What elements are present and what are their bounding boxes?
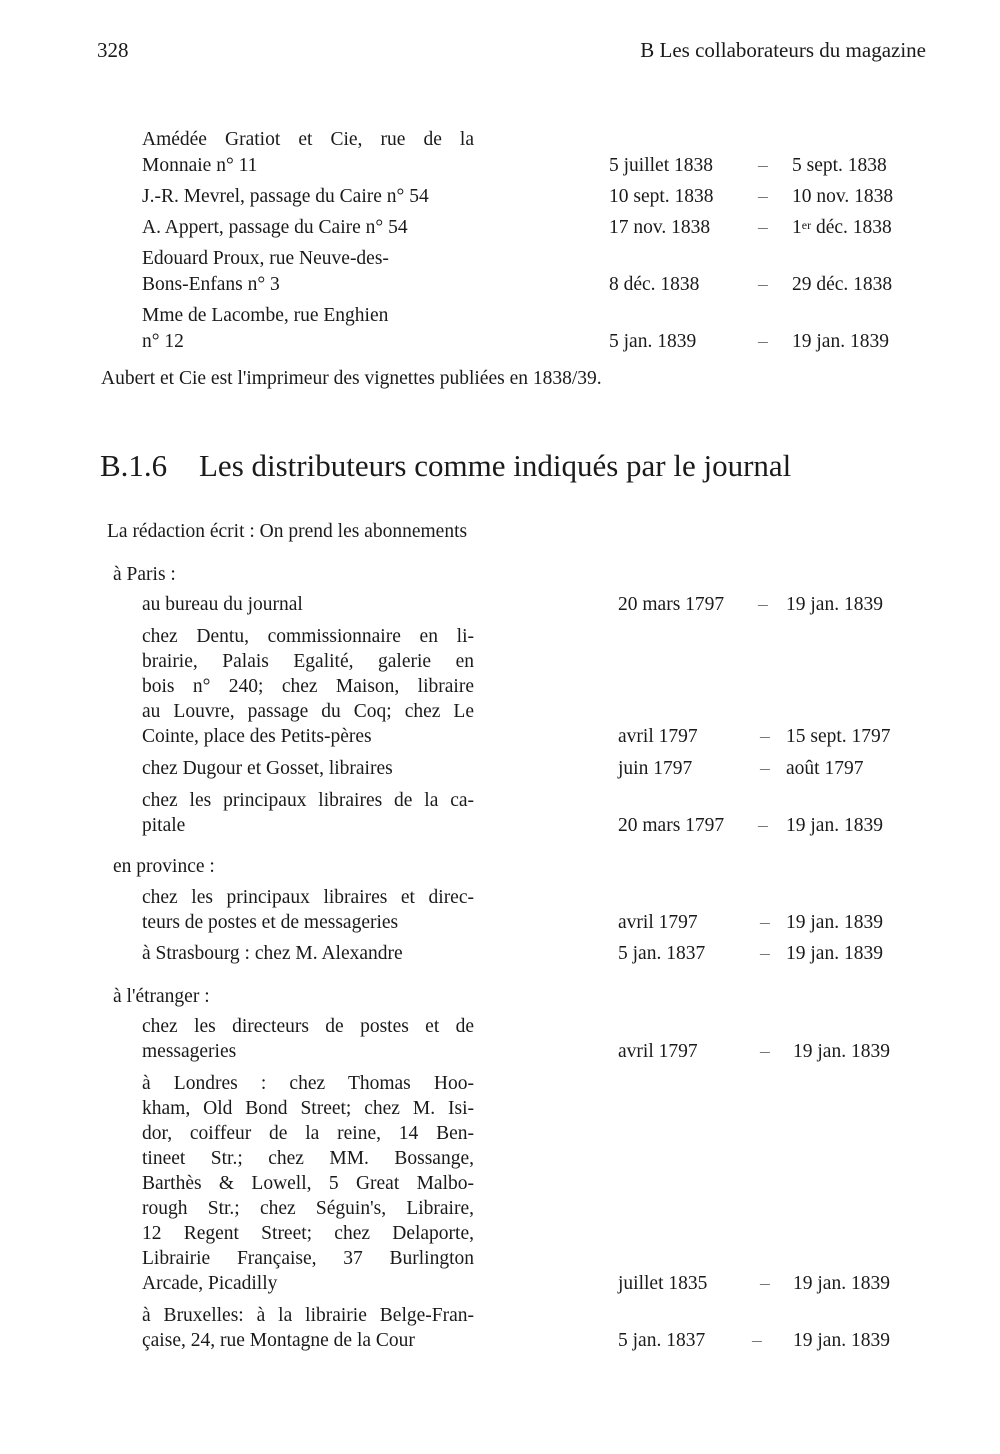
- entry-8-line-0: à Bruxelles: à la librairie Belge-Fran-: [142, 1305, 474, 1326]
- entry-7-line-0: à Londres : chez Thomas Hoo-: [142, 1073, 474, 1094]
- entry-6-dash: –: [760, 1041, 770, 1062]
- entry-5-end: 19 jan. 1839: [786, 943, 883, 964]
- printer-3-line-1: Bons-Enfans n° 3: [142, 274, 280, 295]
- entry-4-line-1: teurs de postes et de messageries: [142, 912, 399, 933]
- printer-1-line-0: J.-R. Mevrel, passage du Caire n° 54: [142, 186, 429, 207]
- printer-0-dash: –: [758, 155, 768, 176]
- printer-1-start: 10 sept. 1838: [609, 186, 714, 207]
- entry-4-line-0: chez les principaux libraires et direc-: [142, 887, 474, 908]
- entry-2-line-0: chez Dugour et Gosset, libraires: [142, 758, 393, 779]
- entry-0-dash: –: [758, 594, 768, 615]
- entry-7-line-1: kham, Old Bond Street; chez M. Isi-: [142, 1098, 474, 1119]
- entry-6-line-1: messageries: [142, 1041, 237, 1062]
- intro-text: La rédaction écrit : On prend les abonnements: [107, 521, 468, 542]
- entry-2-start: juin 1797: [618, 758, 693, 779]
- entry-1-start: avril 1797: [618, 726, 698, 747]
- entry-1-line-4: Cointe, place des Petits-pères: [142, 726, 372, 747]
- entry-3-line-1: pitale: [142, 815, 186, 836]
- entry-2-dash: –: [760, 758, 770, 779]
- entry-8-start: 5 jan. 1837: [618, 1330, 706, 1351]
- section-title: Les distributeurs comme indiqués par le journal: [199, 448, 792, 483]
- printer-2-end-post: déc. 1838: [811, 217, 892, 238]
- entry-3-end: 19 jan. 1839: [786, 815, 883, 836]
- entry-6-line-0: chez les directeurs de postes et de: [142, 1016, 474, 1037]
- group-province: en province :: [113, 856, 215, 877]
- printer-2-dash: –: [758, 217, 768, 238]
- entry-1-line-2: bois n° 240; chez Maison, libraire: [142, 676, 474, 697]
- printer-3-start: 8 déc. 1838: [609, 274, 700, 295]
- printer-2-line-0: A. Appert, passage du Caire n° 54: [142, 217, 408, 238]
- entry-8-dash: –: [752, 1330, 762, 1351]
- entry-3-line-0: chez les principaux libraires de la ca-: [142, 790, 474, 811]
- page-number: 328: [97, 38, 129, 62]
- entry-3-dash: –: [758, 815, 768, 836]
- section-heading: [100, 448, 791, 484]
- entry-8-line-1: çaise, 24, rue Montagne de la Cour: [142, 1330, 415, 1351]
- printer-4-dash: –: [758, 331, 768, 352]
- entry-7-line-6: 12 Regent Street; chez Delaporte,: [142, 1223, 474, 1244]
- section-number: B.1.6: [100, 448, 168, 483]
- printer-4-start: 5 jan. 1839: [609, 331, 697, 352]
- entry-4-dash: –: [760, 912, 770, 933]
- entry-5-line-0: à Strasbourg : chez M. Alexandre: [142, 943, 403, 964]
- printer-2-end-sup: er: [801, 218, 812, 232]
- entry-7-line-8: Arcade, Picadilly: [142, 1273, 278, 1294]
- printers-note: Aubert et Cie est l'imprimeur des vignettes publiées en 1838/39.: [101, 368, 602, 389]
- entry-5-dash: –: [760, 943, 770, 964]
- entry-0-end: 19 jan. 1839: [786, 594, 883, 615]
- printer-2-start: 17 nov. 1838: [609, 217, 711, 238]
- entry-1-line-0: chez Dentu, commissionnaire en li-: [142, 626, 474, 647]
- printer-4-line-0: Mme de Lacombe, rue Enghien: [142, 305, 389, 326]
- group-etranger: à l'étranger :: [113, 986, 210, 1007]
- running-chapter-title: B Les collaborateurs du magazine: [640, 38, 926, 62]
- entry-4-end: 19 jan. 1839: [786, 912, 883, 933]
- printer-0-start: 5 juillet 1838: [609, 155, 713, 176]
- entry-5-start: 5 jan. 1837: [618, 943, 706, 964]
- entry-6-start: avril 1797: [618, 1041, 698, 1062]
- entry-6-end: 19 jan. 1839: [793, 1041, 890, 1062]
- entry-7-line-7: Librairie Française, 37 Burlington: [142, 1248, 474, 1269]
- entry-1-line-3: au Louvre, passage du Coq; chez Le: [142, 701, 474, 722]
- entry-0-start: 20 mars 1797: [618, 594, 725, 615]
- printer-2-end: [792, 215, 892, 241]
- entry-7-line-3: tineet Str.; chez MM. Bossange,: [142, 1148, 474, 1169]
- entry-4-start: avril 1797: [618, 912, 698, 933]
- entry-7-line-5: rough Str.; chez Séguin's, Libraire,: [142, 1198, 474, 1219]
- printer-3-line-0: Edouard Proux, rue Neuve-des-: [142, 248, 389, 269]
- group-paris: à Paris :: [113, 564, 176, 585]
- printer-3-end: 29 déc. 1838: [792, 274, 893, 295]
- printer-4-line-1: n° 12: [142, 331, 184, 352]
- printer-2-end-pre: 1: [792, 217, 802, 238]
- entry-7-dash: –: [760, 1273, 770, 1294]
- printer-0-line-0: Amédée Gratiot et Cie, rue de la: [142, 129, 474, 150]
- printer-4-end: 19 jan. 1839: [792, 331, 889, 352]
- printer-0-end: 5 sept. 1838: [792, 155, 887, 176]
- entry-1-dash: –: [760, 726, 770, 747]
- entry-7-line-4: Barthès & Lowell, 5 Great Malbo-: [142, 1173, 474, 1194]
- entry-1-end: 15 sept. 1797: [786, 726, 891, 747]
- entry-1-line-1: brairie, Palais Egalité, galerie en: [142, 651, 474, 672]
- printer-1-end: 10 nov. 1838: [792, 186, 894, 207]
- entry-0-line-0: au bureau du journal: [142, 594, 303, 615]
- entry-7-line-2: dor, coiffeur de la reine, 14 Ben-: [142, 1123, 474, 1144]
- entry-7-end: 19 jan. 1839: [793, 1273, 890, 1294]
- printer-0-line-1: Monnaie n° 11: [142, 155, 258, 176]
- entry-3-start: 20 mars 1797: [618, 815, 725, 836]
- entry-7-start: juillet 1835: [618, 1273, 708, 1294]
- entry-8-end: 19 jan. 1839: [793, 1330, 890, 1351]
- printer-3-dash: –: [758, 274, 768, 295]
- printer-1-dash: –: [758, 186, 768, 207]
- entry-2-end: août 1797: [786, 758, 864, 779]
